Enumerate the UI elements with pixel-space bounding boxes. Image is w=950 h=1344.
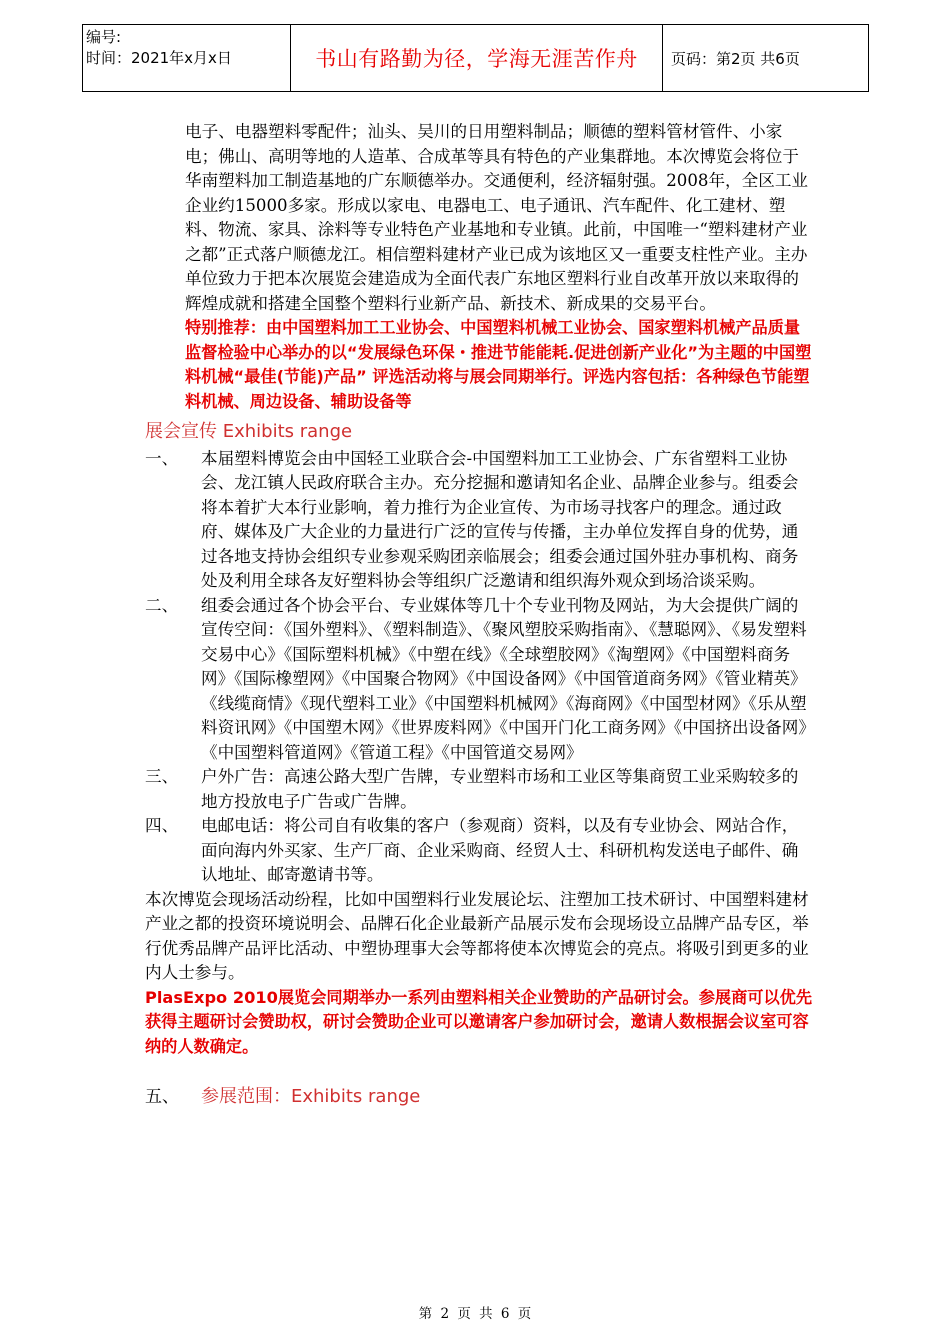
list-item — [145, 814, 813, 888]
promotion-heading: 展会宣传 Exhibits range — [145, 421, 353, 442]
list-text: 电邮电话：将公司自有收集的客户（参观商）资料，以及有专业协会、网站合作，面向海内外买家、生产厂商、企业采购商、经贸人士、科研机构发送电子邮件、确认地址、邮寄邀请书等。 — [201, 816, 799, 884]
document-number-label: 编号: — [86, 28, 122, 46]
section-five-heading — [145, 1085, 813, 1110]
page-header — [82, 24, 869, 92]
header-page-number: 页码：第2页 共6页 — [663, 25, 869, 92]
list-text: 户外广告：高速公路大型广告牌，专业塑料市场和工业区等集商贸工业采购较多的地方投放电子广告或广告牌。 — [201, 767, 799, 811]
header-motto: 书山有路勤为径，学海无涯苦作舟 — [291, 25, 663, 92]
header-info-cell — [83, 25, 291, 92]
intro-paragraph: 电子、电器塑料零配件；汕头、吴川的日用塑料制品；顺德的塑料管材管件、小家电；佛山、高明等地的人造革、合成革等具有特色的产业集群地。本次博览会将位于华南塑料加工制造基地的广东顺德举办。交通便利，经济辐射强。2008年，全区工业企业约15000多家。形成以家电、电器电工、电子通讯、汽车配件、化工建材、塑料、物流、家具、涂料等专业特色产业基地和专业镇。此前，中国唯一“塑料建材产业之都”正式落户顺德龙江。相信塑料建材产业已成为该地区又一重要支柱性产业。主办单位致力于把本次展览会建造成为全面代表广东地区塑料行业自改革开放以来取得的辉煌成就和搭建全国整个塑料行业新产品、新技术、新成果的交易平台。 — [185, 122, 809, 313]
list-item — [145, 594, 813, 766]
list-text: 本届塑料博览会由中国轻工业联合会-中国塑料加工工业协会、广东省塑料工业协会、龙江镇人民政府联合主办。充分挖掘和邀请知名企业、品牌企业参与。组委会将本着扩大本行业影响，着力推行为企业宣传、为市场寻找客户的理念。通过政府、媒体及广大企业的力量进行广泛的宣传与传播，主办单位发挥自身的优势，通过各地支持协会组织专业参观采购团亲临展会；组委会通过国外驻办事机构、商务处及利用全球各友好塑料协会等组织广泛邀请和组织海外观众到场洽谈采购。 — [201, 448, 799, 590]
document-date: 时间：2021年x月x日 — [86, 49, 232, 67]
list-number: 四、 — [145, 816, 179, 835]
seminar-paragraph: PlasExpo 2010展览会同期举办一系列由塑料相关企业赞助的产品研讨会。参展商可以优先获得主题研讨会赞助权，研讨会赞助企业可以邀请客户参加研讨会，邀请人数根据会议室可容纳的人数确定。 — [145, 987, 813, 1056]
special-recommendation: 特别推荐：由中国塑料加工工业协会、中国塑料机械工业协会、国家塑料机械产品质量监督检验中心举办的以“发展绿色环保・推进节能能耗.促进创新产业化”为主题的中国塑料机械“最佳(节能)产品” 评选活动将与展会同期举行。评选内容包括：各种绿色节能塑料机械、周边设备、辅助设备等 — [185, 318, 812, 411]
document-body — [145, 120, 813, 1110]
activities-paragraph: 本次博览会现场活动纷程，比如中国塑料行业发展论坛、注塑加工技术研讨、中国塑料建材产业之都的投资环境说明会、品牌石化企业最新产品展示发布会现场设立品牌产品专区，举行优秀品牌产品评比活动、中塑协理事大会等都将使本次博览会的亮点。将吸引到更多的业内人士参与。 — [145, 889, 809, 982]
list-text: 组委会通过各个协会平台、专业媒体等几十个专业刊物及网站，为大会提供广阔的宣传空间：《国外塑料》、《塑料制造》、《聚风塑胶采购指南》、《慧聪网》、《易发塑料交易中心》《国际塑料机械》《中塑在线》《全球塑胶网》《淘塑网》《中国塑料商务网》《国际橡塑网》《中国聚合物网》《中国设备网》《中国管道商务网》《管业精英》《线缆商情》《现代塑料工业》《中国塑料机械网》《海商网》《中国型材网》《乐从塑料资讯网》《中国塑木网》《世界废料网》《中国开门化工商务网》《中国挤出设备网》《中国塑料管道网》《管道工程》《中国管道交易网》 — [201, 595, 807, 762]
section-five-title: 参展范围：Exhibits range — [201, 1086, 421, 1107]
page-footer: 第 2 页 共 6 页 — [418, 1306, 532, 1322]
list-item — [145, 447, 813, 594]
list-number: 二、 — [145, 595, 179, 615]
list-number: 三、 — [145, 767, 179, 786]
section-five-number: 五、 — [145, 1087, 179, 1107]
list-number: 一、 — [145, 448, 179, 468]
list-item — [145, 765, 813, 814]
